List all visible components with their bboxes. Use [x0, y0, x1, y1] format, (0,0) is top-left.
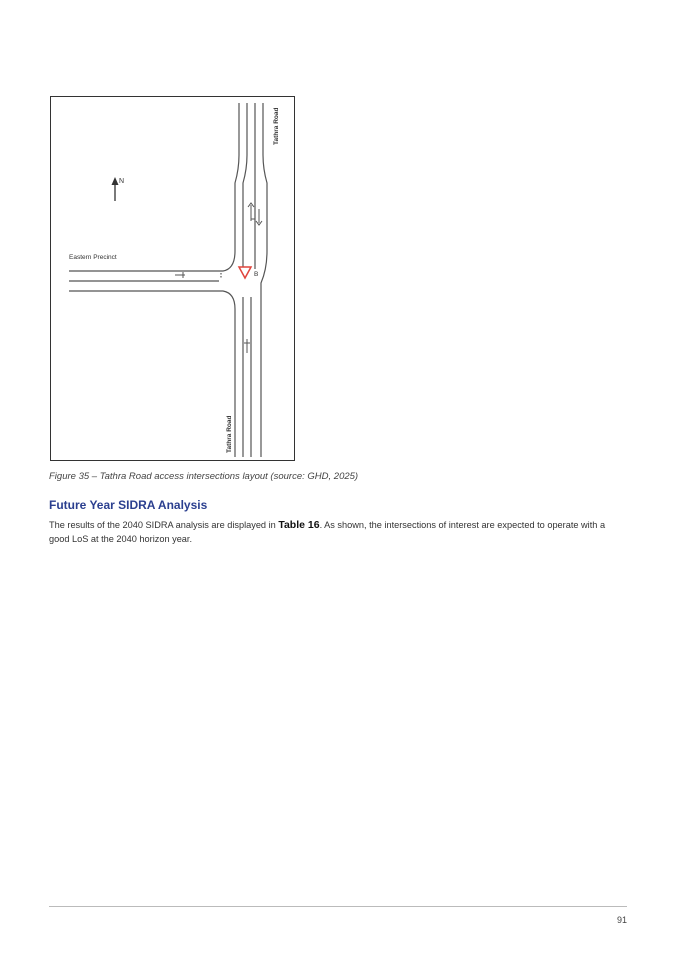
tathra-road-lane-line-north [243, 103, 247, 269]
paragraph-text-start: The results of the 2040 SIDRA analysis are displayed in [49, 520, 279, 530]
tathra-road-west-kerb-north [69, 103, 239, 271]
tathra-road-west-kerb-south [69, 291, 235, 457]
give-way-sign-icon [239, 267, 251, 278]
footer-divider [49, 906, 627, 907]
north-arrow-icon [112, 177, 119, 201]
eastern-precinct-label: Eastern Precinct [69, 254, 117, 261]
figure-caption: Figure 35 – Tathra Road access intersections layout (source: GHD, 2025) [49, 471, 359, 482]
lane-arrow-icon [175, 203, 262, 353]
intersection-layout-diagram [51, 97, 293, 459]
body-paragraph [49, 519, 609, 546]
section-heading: Future Year SIDRA Analysis [49, 498, 208, 512]
page-number: 91 [616, 915, 627, 925]
tathra-road-south-label: Tathra Road [226, 415, 233, 453]
tathra-road-east-kerb [261, 103, 267, 457]
north-label: N [119, 178, 125, 185]
intersection-layout-figure [50, 96, 295, 461]
table-reference-link[interactable]: Table 16 [278, 519, 320, 531]
give-way-code: B [254, 271, 259, 278]
tathra-road-north-label: Tathra Road [273, 107, 280, 145]
paragraph-text-end: . As shown, the intersections of interest are expected to operate with a good LoS at the 2040 horizon year. [49, 520, 606, 544]
